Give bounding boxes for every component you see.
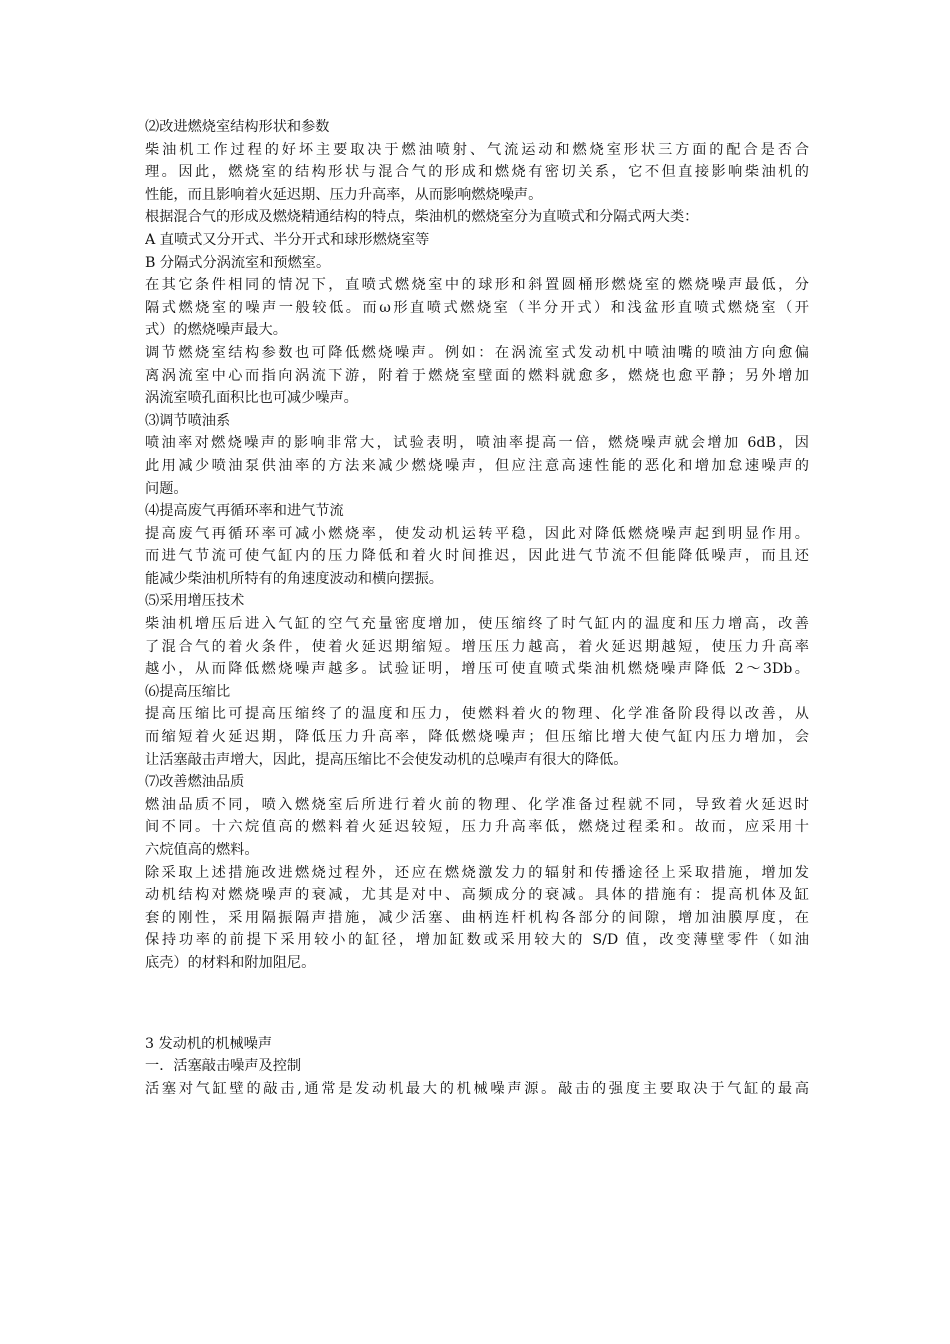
text-line: ⑵改进燃烧室结构形状和参数: [145, 119, 330, 135]
text-line: 柴油机增压后进入气缸的空气充量密度增加，使压缩终了时气缸内的温度和压力增高，改善: [145, 616, 809, 633]
text-line: 能减少柴油机所特有的角速度波动和横向摆振。: [145, 570, 443, 587]
text-line: 套的刚性，采用隔振隔声措施，减少活塞、曲柄连杆机构各部分的间隙，增加油膜厚度，在: [145, 909, 809, 926]
text-line: 底壳）的材料和附加阻尼。: [145, 954, 316, 971]
document-page: [145, 116, 809, 1100]
mechanical-noise-section: [145, 1033, 809, 1101]
text-line: 隔式燃烧室的噪声一般较低。而ω形直喷式燃烧室（半分开式）和浅盆形直喷式燃烧室（开: [145, 299, 809, 316]
text-line: A 直喷式又分开式、半分开式和球形燃烧室等: [145, 231, 430, 248]
text-line: 理。因此，燃烧室的结构形状与混合气的形成和燃烧有密切关系，它不但直接影响柴油机的: [145, 164, 809, 181]
text-line: 越小，从而降低燃烧噪声越多。试验证明，增压可使直喷式柴油机燃烧噪声降低 2～3Db。: [145, 661, 809, 678]
text-line: 了混合气的着火条件，使着火延迟期缩短。增压压力越高，着火延迟期越短，使压力升高率: [145, 638, 809, 655]
text-line: 燃油品质不同，喷入燃烧室后所进行着火前的物理、化学准备过程就不同，导致着火延迟时: [145, 796, 809, 813]
text-line: 涡流室喷孔面积比也可减少噪声。: [145, 390, 358, 407]
text-line: 提高压缩比可提高压缩终了的温度和压力，使燃料着火的物理、化学准备阶段得以改善，从: [145, 706, 809, 723]
text-line: 在其它条件相同的情况下，直喷式燃烧室中的球形和斜置圆桶形燃烧室的燃烧噪声最低，分: [145, 277, 809, 294]
text-line: 3 发动机的机械噪声: [145, 1035, 273, 1052]
text-line: ⑷提高废气再循环率和进气节流: [145, 503, 344, 520]
text-line: 活塞对气缸壁的敲击,通常是发动机最大的机械噪声源。敲击的强度主要取决于气缸的最高: [145, 1080, 809, 1097]
text-line: 让活塞敲击声增大，因此，提高压缩比不会使发动机的总噪声有很大的降低。: [145, 751, 628, 768]
text-line: 一．活塞敲击噪声及控制: [145, 1058, 302, 1075]
text-line: ⑶调节喷油系: [145, 412, 231, 429]
text-line: 根据混合气的形成及燃烧精通结构的特点，柴油机的燃烧室分为直喷式和分隔式两大类：: [145, 209, 699, 226]
text-line: 此用减少喷油泵供油率的方法来减少燃烧噪声，但应注意高速性能的恶化和增加怠速噪声的: [145, 457, 809, 474]
text-line: 式）的燃烧噪声最大。: [145, 322, 287, 339]
text-line: 调节燃烧室结构参数也可降低燃烧噪声。例如：在涡流室式发动机中喷油嘴的喷油方向愈偏: [145, 344, 809, 361]
text-line: 柴油机工作过程的好坏主要取决于燃油喷射、气流运动和燃烧室形状三方面的配合是否合: [145, 141, 809, 158]
text-line: 间不同。十六烷值高的燃料着火延迟较短，压力升高率低，燃烧过程柔和。故而，应采用十: [145, 819, 809, 836]
text-line: ⑸采用增压技术: [145, 593, 245, 610]
text-line: 六烷值高的燃料。: [145, 842, 259, 858]
text-line: 而缩短着火延迟期，降低压力升高率，降低燃烧噪声；但压缩比增大使气缸内压力增加，会: [145, 729, 809, 746]
combustion-noise-section: [145, 116, 809, 975]
text-line: B 分隔式分涡流室和预燃室。: [145, 254, 331, 271]
text-line: 而进气节流可使气缸内的压力降低和着火时间推迟，因此进气节流不但能降低噪声，而且还: [145, 548, 809, 565]
text-line: 除采取上述措施改进燃烧过程外，还应在燃烧激发力的辐射和传播途径上采取措施，增加发: [145, 864, 809, 881]
text-line: 保持功率的前提下采用较小的缸径，增加缸数或采用较大的 S/D 值，改变薄壁零件（如油: [145, 932, 809, 949]
text-line: ⑹提高压缩比: [145, 683, 231, 700]
text-line: ⑺改善燃油品质: [145, 774, 245, 791]
text-line: 问题。: [145, 480, 188, 497]
text-line: 离涡流室中心而指向涡流下游，附着于燃烧室壁面的燃料就愈多，燃烧也愈平静；另外增加: [145, 367, 809, 384]
text-line: 喷油率对燃烧噪声的影响非常大，试验表明，喷油率提高一倍，燃烧噪声就会增加 6dB，因: [145, 435, 809, 452]
section-gap: [145, 975, 809, 1033]
text-line: 动机结构对燃烧噪声的衰减，尤其是对中、高频成分的衰减。具体的措施有：提高机体及缸: [145, 887, 809, 904]
text-line: 提高废气再循环率可减小燃烧率，使发动机运转平稳，因此对降低燃烧噪声起到明显作用。: [145, 525, 809, 542]
text-line: 性能，而且影响着火延迟期、压力升高率，从而影响燃烧噪声。: [145, 186, 543, 203]
